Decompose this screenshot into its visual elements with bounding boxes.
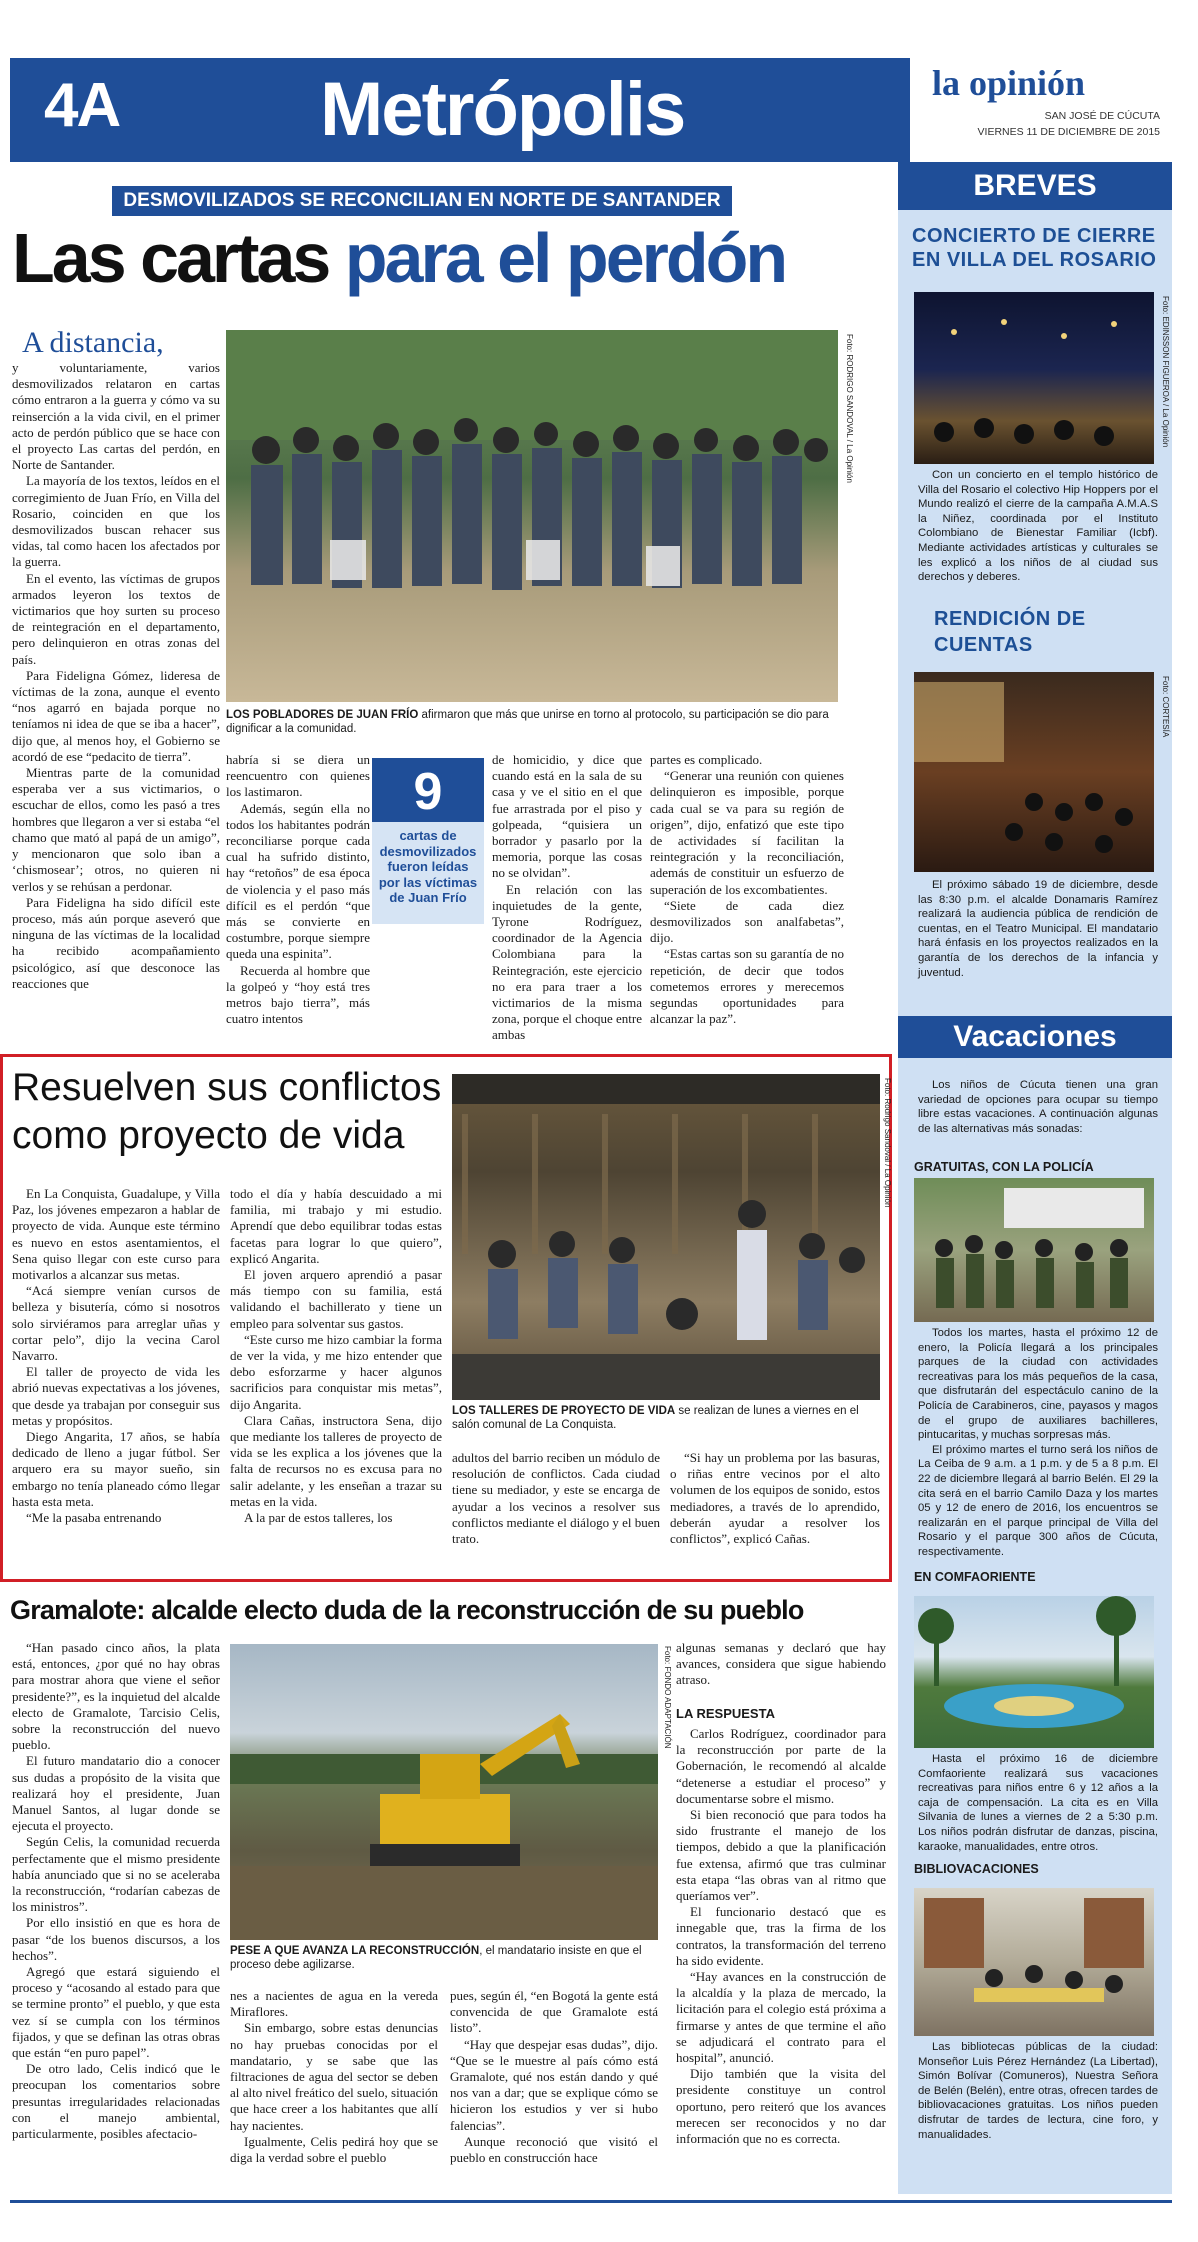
story3-paragraph: nes a nacientes de agua en la vereda Miraflores. (230, 1988, 438, 2020)
lead-column-2 (226, 752, 370, 1027)
vac1-photo (914, 1178, 1154, 1322)
story2-photo (452, 1074, 880, 1400)
audience-illustration (914, 672, 1154, 872)
story3-paragraph: El futuro mandatario dio a conocer sus dudas a propósito de la visita que realizará hoy el presidente, Juan Manuel Santos, al lugar donde se ejecuta el proyecto. (12, 1753, 220, 1834)
vac3-paragraph: Las bibliotecas públicas de la ciudad: Monseñor Luis Pérez Hernández (La Libertad), Simón Bolívar (Comuneros), Nuestra Señora de Belén (Belén), entre otras, ofrecen tardes de bibliovacaciones gratuitas. Los niños pueden disfrutar de tardes de lectura, cine foro, y manualidades. (918, 2041, 1158, 2141)
story2-photo-credit: Foto: Rodrigo Sandoval / La Opinión (883, 1078, 892, 1208)
story3-paragraph: El funcionario destacó que es innegable que, tras la firma de los contratos, la transformación del terreno ha sido evidente. (676, 1904, 886, 1968)
story2-paragraph: Diego Angarita, 17 años, se había dedicado de lleno a jugar fútbol. Ser arquero era su mayor sueño, sin embargo no tenía planeado cómo llegar hasta esta meta. (12, 1429, 220, 1509)
lead-paragraph: “Estas cartas son su garantía de no repetición, de decir que todos cometemos errores y merecemos segundas oportunidades para alcanzar la paz”. (650, 946, 844, 1027)
newspaper-city: SAN JOSÉ DE CÚCUTA (1044, 110, 1160, 122)
story3-paragraph: Si bien reconoció que para todos ha sido frustrante el manejo de los tiempos, debido a que la planificación fue extensa, afirmó que tras culminar esta etapa “las obras van al ritmo que queríamos ver”. (676, 1807, 886, 1904)
story2-column-3 (452, 1450, 660, 1547)
pullquote-number: 9 (372, 762, 484, 822)
vac2-paragraph: Hasta el próximo 16 de diciembre Comfaoriente realizará sus vacaciones recreativas para niños entre 6 y 12 años a la caja de compensación. La cita es en Villa Silvania de lunes a viernes de 2 a 5:30 p.m. Los niños podrán disfrutar de danzas, piscina, karaoke, manualidades, entre otros. (918, 1753, 1158, 1853)
lead-paragraph: de homicidio, y dice que cuando está en la sala de su casa y ve el sitio en el que fue arrastrada por el piso y golpeada, “quisiera un borrador y pasarlo por la memoria, porque las cosas no se olvidan”. (492, 752, 642, 881)
brief2-photo-credit: Foto: CORTESÍA (1161, 676, 1170, 738)
story3-paragraph: pues, según él, “en Bogotá la gente está convencida de que Gramalote está listo”. (450, 1988, 658, 2036)
story3-paragraph: Según Celis, la comunidad recuerda perfectamente que el mismo presidente había anunciado que si no se aceleraba la reconstrucción, “rodarían cabezas de los ministros”. (12, 1834, 220, 1915)
story3-paragraph: Igualmente, Celis pedirá hoy que se diga la verdad sobre el pueblo (230, 2133, 438, 2166)
vacaciones-intro-text: Los niños de Cúcuta tienen una gran variedad de opciones para ocupar su tiempo libre estas vacaciones. A continuación algunas de las alternativas más sonadas: (918, 1079, 1158, 1135)
story3-paragraph: Agregó que estará siguiendo el proceso y “acosando al estado para que se termine pronto” el pueblo, y que esta vez sí se cumpla con los términos fijados, y que se definan las otras obras que están “en puro papel”. (12, 1964, 220, 2061)
lead-paragraph: partes es complicado. (650, 752, 763, 767)
story3-caption (230, 1944, 658, 1972)
brief1-text (918, 468, 1158, 585)
story2-paragraph: “Me la pasaba entrenando (26, 1510, 162, 1526)
vac1-head: GRATUITAS, CON LA POLICÍA (914, 1160, 1094, 1174)
lead-column-3 (492, 752, 642, 1044)
story2-caption (452, 1404, 880, 1432)
lead-headline (12, 218, 785, 298)
caption-text: afirmaron que más que unirse en torno al protocolo, su participación se dio para dignificar a la comunidad. (226, 709, 829, 735)
brief2-text (918, 878, 1158, 980)
bottom-rule (10, 2200, 1172, 2203)
story2-paragraph: “Acá siempre venían cursos de belleza y bisutería, cómo si nosotros solo sirviéramos para arreglar uñas y cortar pelo”, dijo la vecina Carol Navarro. (12, 1283, 220, 1364)
newspaper-logo (910, 58, 1172, 162)
story2-paragraph: “Este curso me hizo cambiar la forma de ver la vida, y me hizo entender que debo esforzarme y hacer algunos sacrificios para conquistar mis metas”, dijo Angarita. (230, 1331, 442, 1412)
headline-black: Las cartas (12, 219, 329, 297)
vac3-photo (914, 1888, 1154, 2036)
story2-paragraph: “Si hay un problema por las basuras, o riñas entre vecinos por el alto volumen de los equipos de sonido, estos mediadores, a través de lo aprendido, deberán ayudar a resolver los conflictos”, explicó Cañas. (670, 1450, 880, 1547)
library-illustration (914, 1888, 1154, 2036)
lead-paragraph: En el evento, las víctimas de grupos armados leyeron los textos de victimarios que hoy surten su proceso de reintegración en el departamento, pero delinquieron en otras zonas del país. (12, 570, 220, 667)
crowd-illustration (226, 330, 838, 702)
story3-column-4-top (676, 1640, 886, 1689)
vac3-head: BIBLIOVACACIONES (914, 1862, 1039, 1876)
headline-blue: para el perdón (344, 219, 786, 297)
story2-paragraph: Clara Cañas, instructora Sena, dijo que mediante los talleres de proyecto de vida se les explica a los jóvenes que la falta de recursos no es excusa para no salir adelante, y les enseñan a trazar su metas en la vida. (230, 1412, 442, 1509)
story3-column-3 (450, 1988, 658, 2166)
lead-column-4 (650, 752, 844, 1027)
story2-paragraph: adultos del barrio reciben un módulo de resolución de conflictos. Cada ciudad tiene su mediador, y este se encarga de ayudar a los vecinos a resolver sus conflictos mediante el diálogo y el buen trato. (452, 1450, 660, 1547)
lead-paragraph: y voluntariamente, varios desmovilizados relataron en cartas cómo entraron a la guerra y cómo va su reinserción a la vida civil, en el primer acto de perdón público que se hace con el proyecto Las cartas del perdón, en Norte de Santander. (12, 360, 220, 473)
vac2-head: EN COMFAORIENTE (914, 1570, 1036, 1584)
story2-column-1 (12, 1186, 220, 1526)
concert-illustration (914, 292, 1154, 464)
brief1-title: CONCIERTO DE CIERRE EN VILLA DEL ROSARIO (912, 225, 1157, 271)
story3-paragraph: Aunque reconoció que visitó el pueblo en construcción hace (450, 2133, 658, 2166)
vac1-paragraph: Todos los martes, hasta el próximo 12 de enero, la Policía llegará a los principales parques de la ciudad con actividades recreativas para los más pequeños de la casa, que disfrutarán del espectáculo canino de la Policía de Carabineros, cine, payasos y magos de el grupo de auxiliares bachilleres, pintucaritas, y muchas sorpresas más. (918, 1327, 1158, 1442)
story3-paragraph: Sin embargo, sobre estas denuncias no hay pruebas conocidas por el mandatario, y se sabe que las filtraciones de agua del sector se deben al alto nivel freático del suelo, situación que hace creer a los habitantes que allí hay nacientes. (230, 2020, 438, 2133)
story2-paragraph: En La Conquista, Guadalupe, y Villa Paz, los jóvenes empezaron a hablar de proyecto de vida. Aunque este término es nuevo en estos asentamientos, el Sena quiso llegar con este curso para motivarlos a alcanzar sus metas. (12, 1186, 220, 1283)
lead-column-1 (12, 326, 220, 992)
lead-paragraph: En relación con las inquietudes de la gente, Tyrone Rodríguez, coordinador de la Agencia Colombiana para la Reintegración, este ejercicio no era para traer a los victimarios de la misma zona, porque el choque entre ambas (492, 881, 642, 1043)
page-number: 4A (44, 71, 120, 140)
caption-bold: LOS TALLERES DE PROYECTO DE VIDA (452, 1405, 676, 1417)
vacaciones-intro (918, 1078, 1158, 1136)
lead-paragraph: “Generar una reunión con quienes delinquieron es imposible, porque cada cual se va para su región de origen”, dijo, enfatizó que este tipo de actividades sí facilitan la reintegración y la reconciliación, además de constituir un esfuerzo de superación de los excombatientes. (650, 768, 844, 897)
lead-paragraph: Para Fideligna ha sido difícil este proceso, más aún porque aseveró que ninguna de las víctimas de la localidad ha recibido acompañamiento psicológico, así que desconoce las reacciones que (12, 894, 220, 991)
newspaper-date: VIERNES 11 DE DICIEMBRE DE 2015 (977, 126, 1160, 138)
lead-paragraph: “Siete de cada diez desmovilizados son analfabetas”, dijo. (650, 897, 844, 946)
lead-photo-credit: Foto: RODRIGO SANDOVAL / La Opinión (845, 334, 854, 483)
brief2-photo (914, 672, 1154, 872)
newspaper-name: la opinión (932, 63, 1086, 103)
story2-paragraph: todo el día y había descuidado a mi familia, mi trabajo y mi estudio. Aprendí que debo equilibrar todas estas facetas para lograr lo que quiero”, explicó Angarita. (230, 1186, 442, 1266)
lead-paragraph: Mientras parte de la comunidad esperaba ver a sus victimarios, o escuchar de ellos, como les pasó a tres hombres que llegaron a ver si estaba “el chamo que mató al papá de un amigo”, y mencionaron que solo iban a ‘chismosear’; otros, no quieren ni verlos y se rehúsan a perdonar. (12, 765, 220, 894)
vacaciones-title: Vacaciones (898, 1016, 1172, 1058)
story3-column-2 (230, 1988, 438, 2166)
story3-paragraph: algunas semanas y declaró que hay avances, considera que sigue habiendo atraso. (676, 1640, 886, 1688)
workshop-illustration (452, 1074, 880, 1400)
story3-photo-credit: Foto: FONDO ADAPTACIÓN (663, 1646, 672, 1749)
vac1-paragraph: El próximo martes el turno será los niños de La Ceiba de 9 a.m. a 1 p.m. y de 5 a 8 p.m. El 22 de diciembre llegará al barrio Belén. El 29 la cita será en el barrio Camilo Daza y los martes 05 y 12 de enero de 2016, los encuentros se realizarán en el parque principal de Villa del Rosario y el parque 300 años de Cúcuta, respectivamente. (918, 1443, 1158, 1558)
vac2-photo (914, 1596, 1154, 1748)
lead-kicker: DESMOVILIZADOS SE RECONCILIAN EN NORTE DE SANTANDER (112, 186, 732, 216)
story3-paragraph: “Han pasado cinco años, la plata está, entonces, ¿por qué no hay obras para mostrar ahora que viene el señor presidente?”, es la inquietud del alcalde electo de Gramalote, Tarcisio Celis, sobre la reconstrucción del nuevo pueblo. (12, 1640, 220, 1753)
lead-photo (226, 330, 838, 702)
vac2-text (918, 1752, 1158, 1854)
brief1-photo (914, 292, 1154, 464)
story3-paragraph: Dijo también que la visita del presidente constituye un control oportuno, pero reiteró que los avances merecen ser reconocidos y no dar información que no es correcta. (676, 2066, 886, 2147)
story3-column-1 (12, 1640, 220, 2142)
story3-paragraph: Por ello insistió en que es hora de pasar “de los buenos discursos, a los hechos”. (12, 1915, 220, 1963)
lead-paragraph: La mayoría de los textos, leídos en el corregimiento de Juan Frío, en Villa del Rosario, coinciden en que los desmovilizados buscan rehacer sus vidas, tal como hacen los afectados por la guerra. (12, 473, 220, 570)
story2-column-2 (230, 1186, 442, 1526)
pullquote-text: cartas de desmovilizados fueron leídas por las víctimas de Juan Frío (378, 828, 478, 905)
sidebar-title: BREVES (898, 162, 1172, 210)
pool-illustration (914, 1596, 1154, 1748)
lead-dropcap: A distancia, (22, 326, 164, 359)
pullquote (372, 758, 484, 924)
brief2-paragraph: El próximo sábado 19 de diciembre, desde las 8:30 p.m. el alcalde Donamaris Ramírez realizará la audiencia pública de rendición de cuentas, en el Teatro Municipal. El mandatario hará énfasis en los proyectos realizados en la garantía de los derechos de la infancia y juventud. (918, 879, 1158, 979)
section-title: Metrópolis (320, 67, 685, 152)
brief2-title: RENDICIÓN DE CUENTAS (934, 608, 1086, 656)
caption-text: , el mandatario insiste en que el proceso debe agilizarse. (230, 1945, 642, 1971)
story2-paragraph: A la par de estos talleres, los (244, 1510, 393, 1526)
lead-paragraph: Recuerda al hombre que la golpeó y “hoy está tres metros bajo tierra”, más cuatro intentos (226, 962, 370, 1027)
vac3-text (918, 2040, 1158, 2142)
story3-column-4 (676, 1726, 886, 2147)
story3-paragraph: De otro lado, Celis indicó que le preocupan los comentarios sobre presuntas irregularidades relacionadas con el manejo ambiental, particularmente, posibles afectacio- (12, 2061, 220, 2142)
story2-paragraph: El taller de proyecto de vida les abrió nuevas expectativas a los jóvenes, que desde ya trabajan por conseguir sus metas y propósitos. (12, 1364, 220, 1428)
vac1-text (918, 1326, 1158, 1560)
story3-paragraph: “Hay que despejar esas dudas”, dijo. “Que se le muestre al país cómo está Gramalote, qué nos están dando y qué nos van a dar; que se explique cómo se hicieron los estudios y ver si hubo falencias”. (450, 2036, 658, 2133)
story3-headline: Gramalote: alcalde electo duda de la reconstrucción de su pueblo (10, 1595, 804, 1625)
caption-text: se realizan de lunes a viernes en el salón comunal de La Conquista. (452, 1405, 859, 1431)
story3-subhead: LA RESPUESTA (676, 1706, 775, 1721)
brief1-paragraph: Con un concierto en el templo histórico de Villa del Rosario el colectivo Hip Hoppers por el Mundo realizó el cierre de la campaña A.M.A.S la Niñez, coordinada por el Instituto Colombiano de Bienestar Familiar (Icbf). Mediante actividades artísticas y culturales se les explicó a los niños de al ciudad sus derechos y deberes. (918, 469, 1158, 584)
lead-paragraph: Además, según ella no todos los habitantes podrán reconciliarse porque cada cual ha sufrido distinto, hay “retoños” de esa época de violencia y el paso más difícil es el perdón “que más se convierte en costumbre, porque siempre queda una espinita”. (226, 800, 370, 962)
caption-bold: LOS POBLADORES DE JUAN FRÍO (226, 709, 419, 721)
story3-paragraph: Carlos Rodríguez, coordinador para la reconstrucción por parte de la Gobernación, le recomendó al alcalde “detenerse a estudiar el proceso” y documentarse sobre el mismo. (676, 1726, 886, 1806)
lead-caption (226, 708, 838, 736)
masthead (10, 58, 1172, 162)
police-event-illustration (914, 1178, 1154, 1322)
story2-column-4 (670, 1450, 880, 1547)
lead-paragraph: Para Fideligna Gómez, lideresa de víctimas de la zona, aunque el evento “nos agarró en bajada porque no teníamos ni idea de que se iba a hacer”, dijo que, al menos hoy, el Gobierno se acordó de ese “pedacito de tierra”. (12, 667, 220, 764)
story2-paragraph: El joven arquero aprendió a pasar más tiempo con su familia, está validando el bachillerato y tiene un empleo para solventar sus gastos. (230, 1267, 442, 1331)
excavator-illustration (230, 1644, 658, 1940)
brief1-photo-credit: Foto: EDINSSON FIGUEROA / La Opinión (1161, 296, 1170, 448)
caption-bold: PESE A QUE AVANZA LA RECONSTRUCCIÓN (230, 1945, 480, 1957)
story3-paragraph: “Hay avances en la construcción de la alcaldía y la plaza de mercado, la licitación para el colegio está próxima a firmarse y antes de que termine el año se adjudicará el contrato para el hospital”, anunció. (676, 1969, 886, 2066)
story3-photo (230, 1644, 658, 1940)
lead-paragraph: habría si se diera un reencuentro con quienes los lastimaron. (226, 752, 370, 800)
story2-headline: Resuelven sus conflictos como proyecto de vida (12, 1066, 442, 1157)
